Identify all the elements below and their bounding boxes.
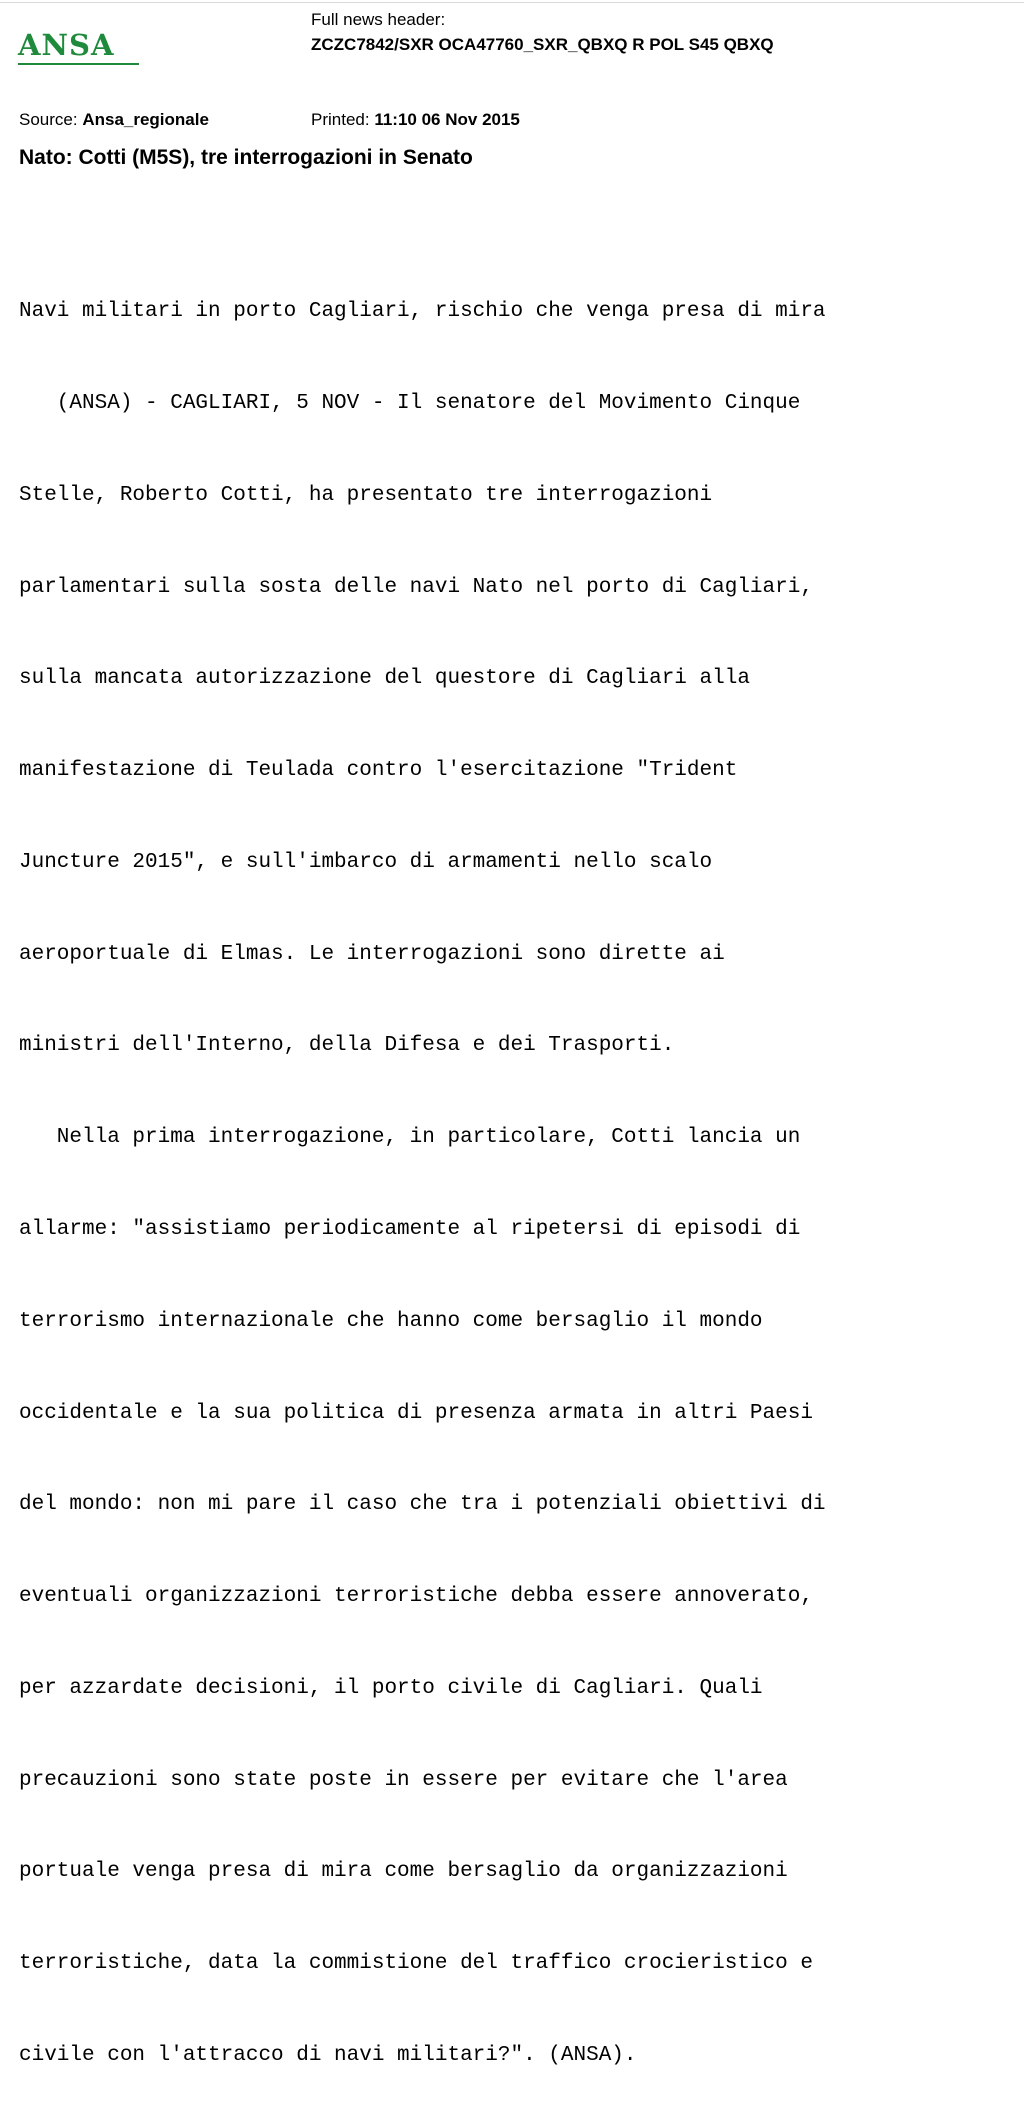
printed-line [311,110,520,130]
source-value: Ansa_regionale [82,110,209,129]
header-code: ZCZC7842/SXR OCA47760_SXR_QBXQ R POL S45 QBXQ [311,35,774,54]
headline: Nato: Cotti (M5S), tre interrogazioni in Senato [19,146,473,169]
body-line: eventuali organizzazioni terroristiche debba essere annoverato, [19,1585,813,1609]
body-line: precauzioni sono state poste in essere per evitare che l'area [19,1768,788,1792]
body-line: occidentale e la sua politica di presenza armata in altri Paesi [19,1401,813,1425]
body-line: Juncture 2015", e sull'imbarco di armamenti nello scalo [19,850,713,874]
printed-label: Printed: [311,110,370,129]
body-line: allarme: "assistiamo periodicamente al ripetersi di episodi di [19,1218,801,1241]
body-line: Nella prima interrogazione, in particolare, Cotti lancia un [19,1126,801,1150]
ansa-logo: ANSA [18,28,115,62]
header-caption: Full news header: [311,10,446,29]
body-line: portuale venga presa di mira come bersaglio da organizzazioni [19,1860,788,1884]
body-line: civile con l'attracco di navi militari?". (ANSA). [19,2044,637,2068]
body-line: aeroportuale di Elmas. Le interrogazioni sono dirette ai [19,942,725,966]
body-line: Navi militari in porto Cagliari, rischio che venga presa di mira [19,300,826,324]
body-line: parlamentari sulla sosta delle navi Nato nel porto di Cagliari, [19,575,813,599]
printed-value: 11:10 06 Nov 2015 [374,110,520,129]
body-line: (ANSA) - CAGLIARI, 5 NOV - Il senatore del Movimento Cinque [19,391,801,415]
body-line: terrorismo internazionale che hanno come bersaglio il mondo [19,1309,763,1333]
body-line: per azzardate decisioni, il porto civile di Cagliari. Quali [19,1676,763,1700]
logo-underline [18,63,139,65]
body-line: Stelle, Roberto Cotti, ha presentato tre interrogazioni [19,483,713,507]
body-line: sulla mancata autorizzazione del questore di Cagliari alla [19,667,750,691]
body-line: manifestazione di Teulada contro l'esercitazione "Trident [19,759,738,783]
source-label: Source: [19,110,78,129]
body-line: del mondo: non mi pare il caso che tra i potenziali obiettivi di [19,1493,826,1517]
source-line [19,110,209,130]
body-line: terroristiche, data la commistione del traffico crocieristico e [19,1952,813,1976]
article-body [19,236,1019,2102]
top-divider [0,2,1024,3]
body-line: ministri dell'Interno, della Difesa e dei Trasporti. [19,1034,675,1058]
